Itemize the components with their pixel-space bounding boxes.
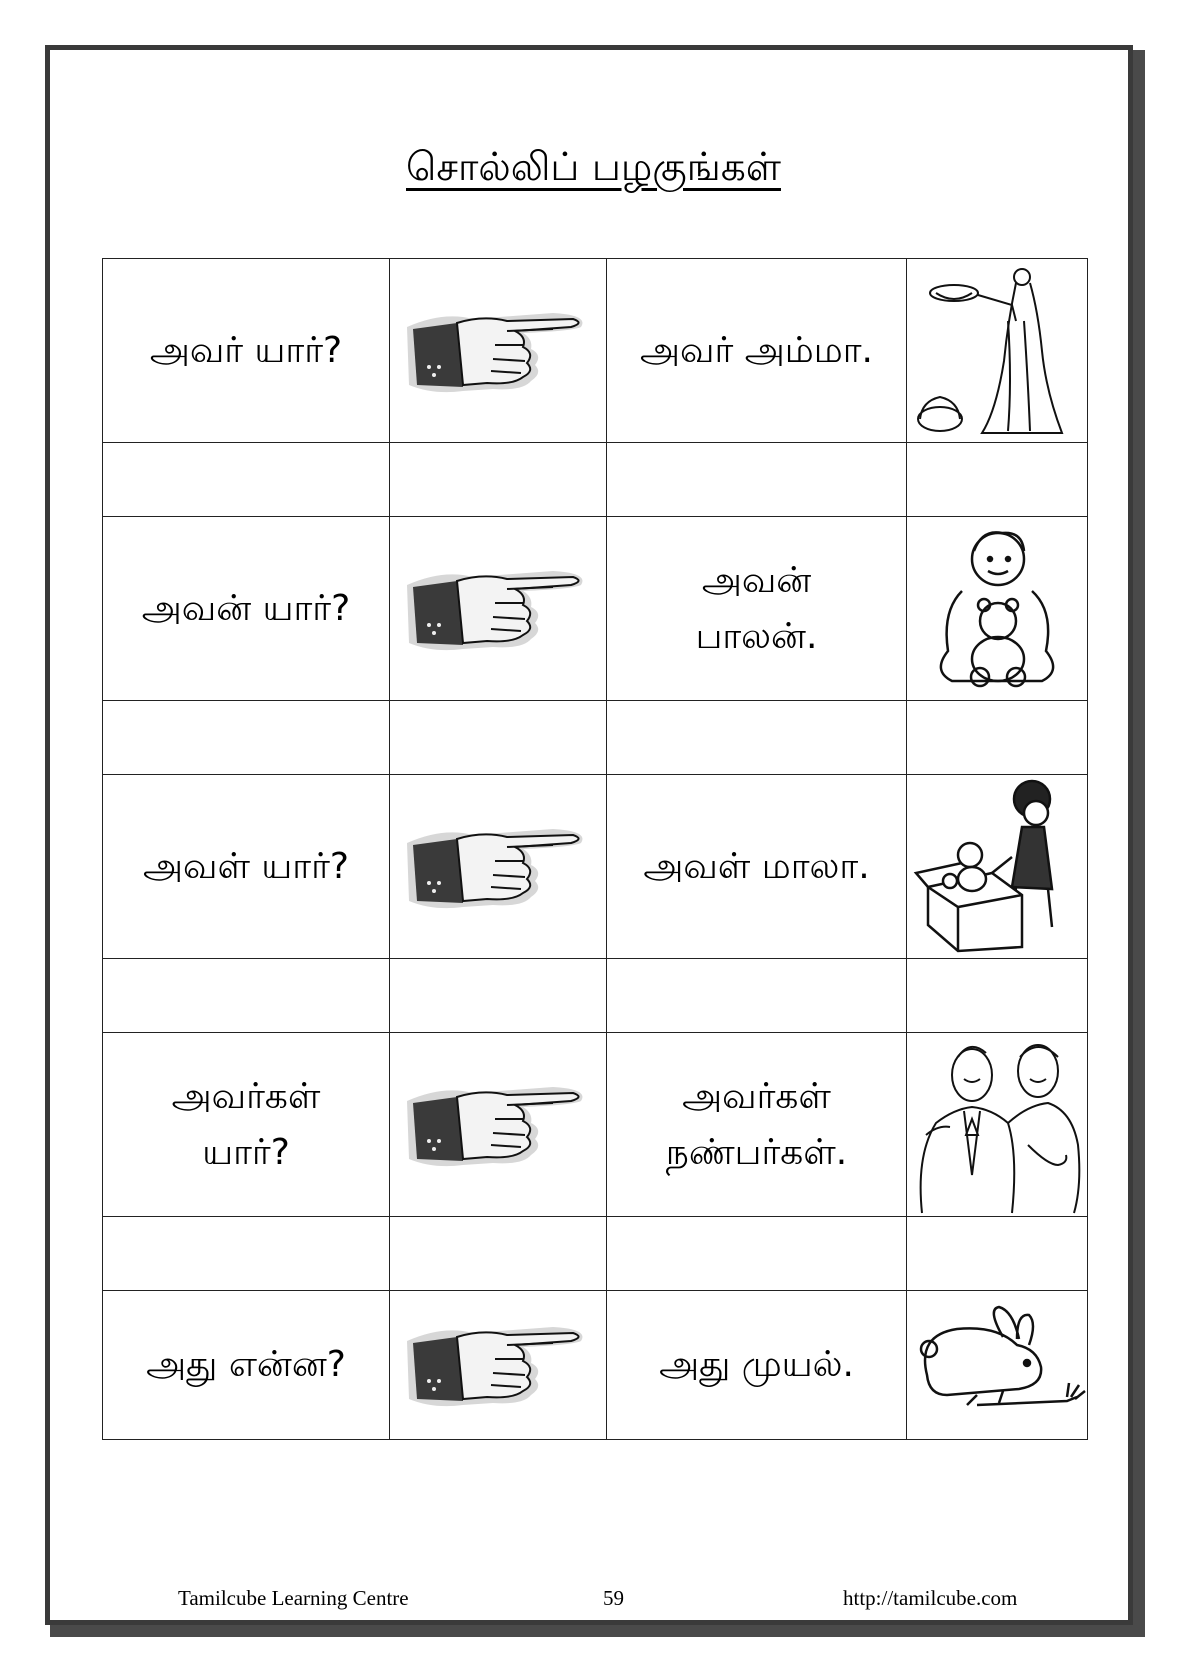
boy-with-teddy-icon <box>922 521 1072 696</box>
pointer-cell <box>390 1033 607 1217</box>
spacer-row <box>103 701 1088 775</box>
spacer-row <box>103 959 1088 1033</box>
pointer-cell <box>390 1291 607 1440</box>
page-number: 59 <box>603 1586 624 1610</box>
pointer-cell <box>390 775 607 959</box>
pointer-cell <box>390 259 607 443</box>
rabbit-with-carrot-icon <box>907 1305 1087 1425</box>
spacer-row <box>103 443 1088 517</box>
table-row <box>103 775 1088 959</box>
answer-cell: அவள் மாலா. <box>607 775 907 959</box>
table-row <box>103 517 1088 701</box>
question-cell: அது என்ன? <box>103 1291 390 1440</box>
pointer-cell <box>390 517 607 701</box>
picture-cell <box>907 259 1088 443</box>
table-row <box>103 1291 1088 1440</box>
pointing-hand-icon <box>403 1079 593 1171</box>
pointing-hand-icon <box>403 1319 593 1411</box>
question-cell: அவர்கள் யார்? <box>103 1033 390 1217</box>
answer-cell: அவர்கள் நண்பர்கள். <box>607 1033 907 1217</box>
footer-url: http://tamilcube.com <box>843 1586 1018 1610</box>
girl-with-toy-box-icon <box>912 777 1082 957</box>
answer-cell: அது முயல். <box>607 1291 907 1440</box>
page-title: சொல்லிப் பழகுங்கள் <box>406 145 781 190</box>
table-row <box>103 1033 1088 1217</box>
answer-cell: அவன் பாலன். <box>607 517 907 701</box>
footer-left: Tamilcube Learning Centre <box>178 1586 409 1610</box>
picture-cell <box>907 1033 1088 1217</box>
two-friends-icon <box>908 1035 1086 1215</box>
practice-table <box>102 258 1088 1440</box>
picture-cell <box>907 1291 1088 1440</box>
pointing-hand-icon <box>403 305 593 397</box>
spacer-row <box>103 1217 1088 1291</box>
picture-cell <box>907 775 1088 959</box>
pointing-hand-icon <box>403 563 593 655</box>
mother-icon <box>912 261 1082 441</box>
picture-cell <box>907 517 1088 701</box>
answer-cell: அவர் அம்மா. <box>607 259 907 443</box>
question-cell: அவர் யார்? <box>103 259 390 443</box>
question-cell: அவள் யார்? <box>103 775 390 959</box>
question-cell: அவன் யார்? <box>103 517 390 701</box>
pointing-hand-icon <box>403 821 593 913</box>
table-row <box>103 259 1088 443</box>
